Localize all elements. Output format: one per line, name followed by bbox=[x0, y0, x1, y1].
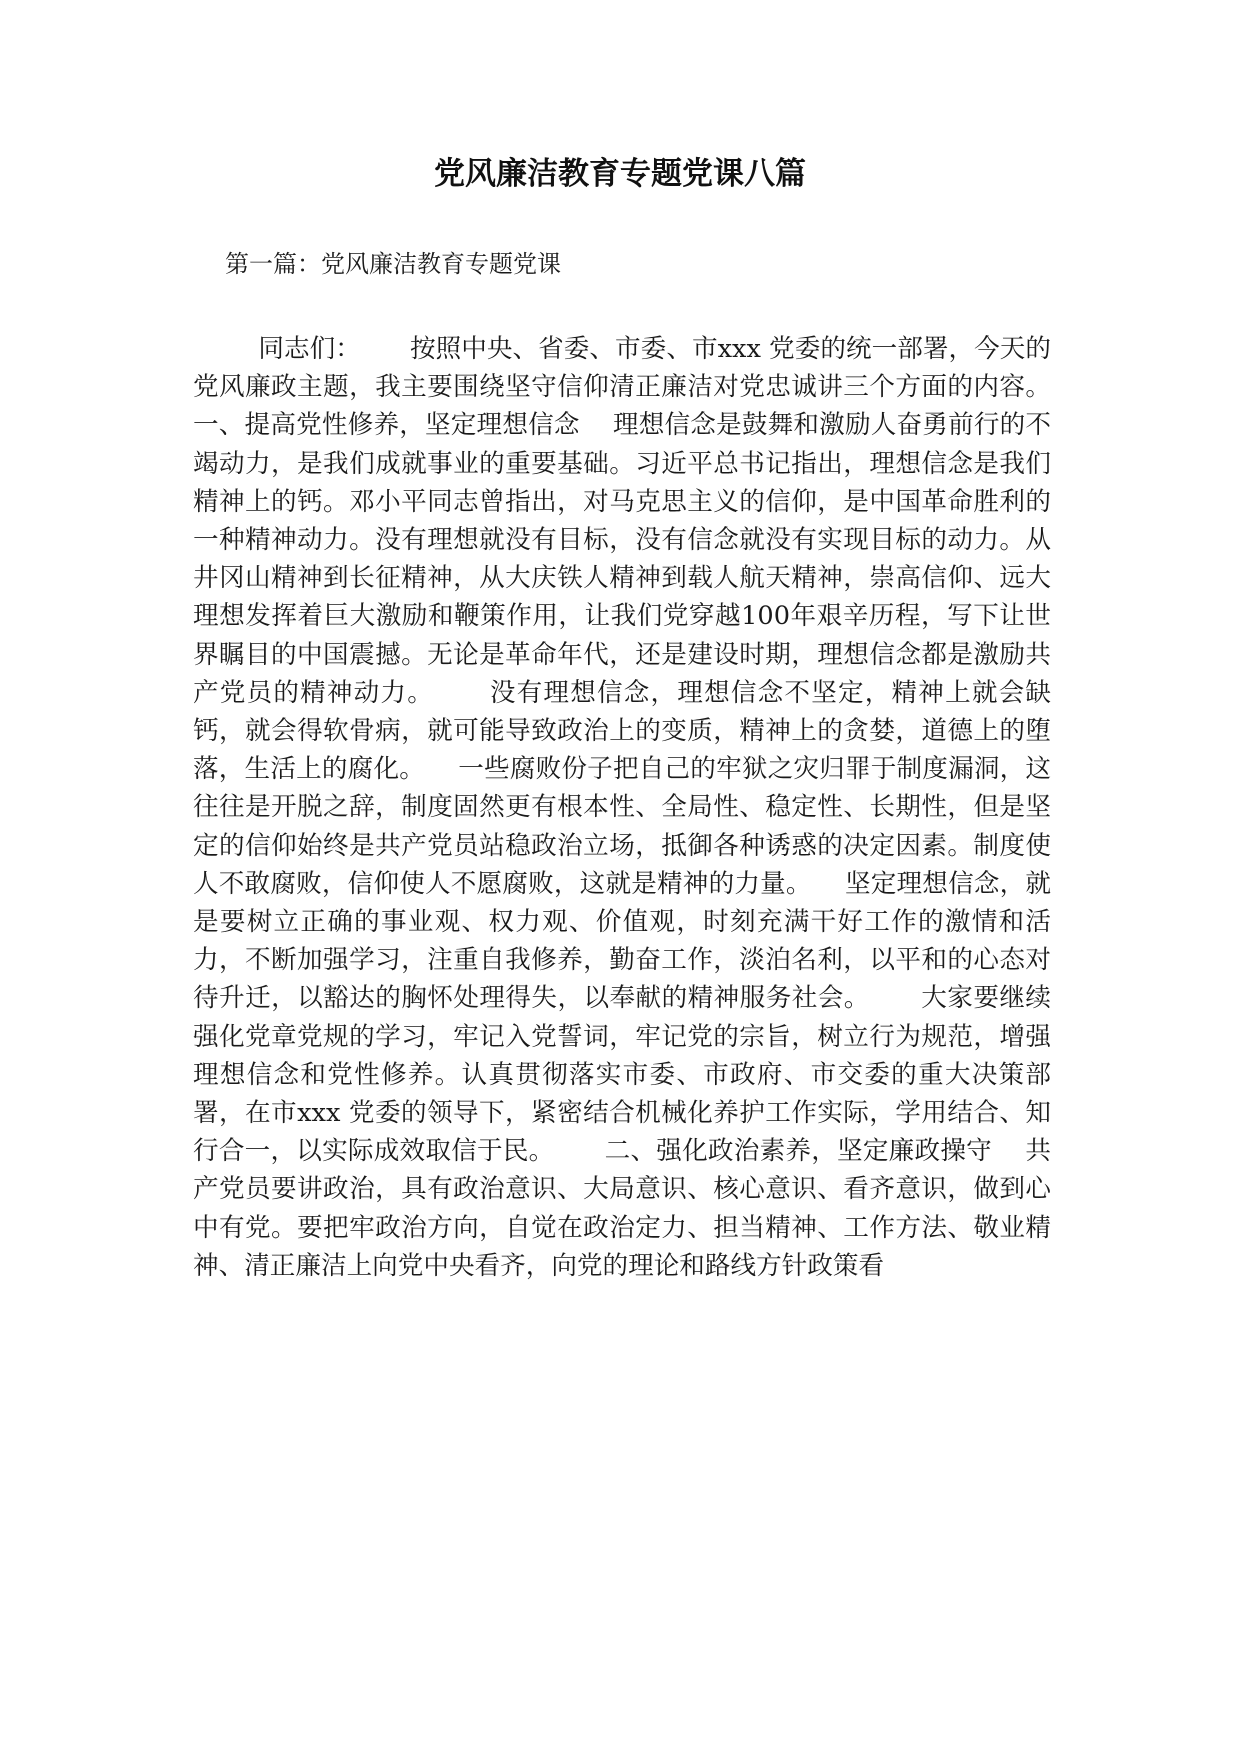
body-paragraph: 同志们： 按照中央、省委、市委、市xxx 党委的统一部署，今天的党风廉政主题，我主要围绕坚守信仰清正廉洁对党忠诚讲三个方面的内容。 一、提高党性修养，坚定理想信念 理想信念是鼓舞和激励人奋勇前行的不竭动力，是我们成就事业的重要基础。习近平总书记指出，理想信念是我们精神上的钙。邓小平同志曾指出，对马克思主义的信仰，是中国革命胜利的一种精神动力。没有理想就没有目标，没有信念就没有实现目标的动力。从井冈山精神到长征精神，从大庆铁人精神到载人航天精神，崇高信仰、远大理想发挥着巨大激励和鞭策作用，让我们党穿越100年艰辛历程，写下让世界瞩目的中国震撼。无论是革命年代，还是建设时期，理想信念都是激励共产党员的精神动力。 没有理想信念，理想信念不坚定，精神上就会缺钙，就会得软骨病，就可能导致政治上的变质，精神上的贪婪，道德上的堕落，生活上的腐化。 一些腐败份子把自己的牢狱之灾归罪于制度漏洞，这往往是开脱之辞，制度固然更有根本性、全局性、稳定性、长期性，但是坚定的信仰始终是共产党员站稳政治立场，抵御各种诱惑的决定因素。制度使人不敢腐败，信仰使人不愿腐败，这就是精神的力量。 坚定理想信念，就是要树立正确的事业观、权力观、价值观，时刻充满干好工作的激情和活力，不断加强学习，注重自我修养，勤奋工作，淡泊名利，以平和的心态对待升迁，以豁达的胸怀处理得失，以奉献的精神服务社会。 大家要继续强化党章党规的学习，牢记入党誓词，牢记党的宗旨，树立行为规范，增强理想信念和党性修养。认真贯彻落实市委、市政府、市交委的重大决策部署，在市xxx 党委的领导下，紧密结合机械化养护工作实际，学用结合、知行合一，以实际成效取信于民。 二、强化政治素养，坚定廉政操守 共产党员要讲政治，具有政治意识、大局意识、核心意识、看齐意识，做到心中有党。要把牢政治方向，自觉在政治定力、担当精神、工作方法、敬业精神、清正廉洁上向党中央看齐，向党的理论和路线方针政策看 bbox=[193, 334, 1100, 1281]
section-heading: 第一篇：党风廉洁教育专题党课 bbox=[225, 250, 561, 278]
document-title: 党风廉洁教育专题党课八篇 bbox=[434, 156, 806, 192]
